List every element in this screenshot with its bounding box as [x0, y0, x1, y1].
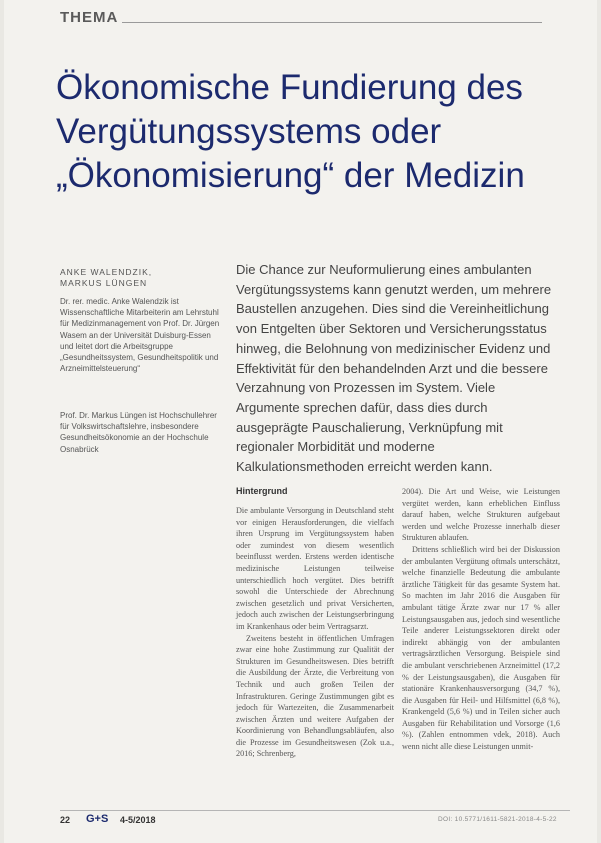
section-rule — [122, 22, 542, 23]
author-bio: Prof. Dr. Markus Lüngen ist Hochschullehrer für Volkswirtschaftslehre, insbesondere Gesundheitsökonomie an der Hochschule Osnabrück — [60, 411, 217, 454]
doi-label: DOI: 10.5771/1611-5821-2018-4-5-22 — [438, 816, 557, 823]
journal-logo: G+S — [86, 813, 109, 825]
body-paragraph: Die ambulante Versorgung in Deutschland steht vor einigen Herausforderungen, die vielfach ihren Ursprung im Vergütungssystem haben oder zumindest von diesem wesentlich beeinflusst werden. Erstens werden identische medizinische Leistungen teilweise unterschiedlich hoch vergütet. Dies betrifft sowohl die Unterschiede der Abrechnung zwischen gesetzlich und privat Versicherten, jedoch auch zwischen der Leistungserbringung im Krankenhaus oder beim Vertragsarzt. — [236, 506, 394, 631]
magazine-page — [4, 0, 597, 843]
body-column-left — [236, 505, 394, 760]
page-number: 22 — [60, 815, 71, 825]
article-title: Ökonomische Fundierung des Vergütungssystems oder „Ökonomisierung“ der Medizin — [56, 68, 525, 195]
section-tag: THEMA — [60, 9, 119, 26]
author-name: MARKUS LÜNGEN — [60, 278, 148, 288]
section-heading: Hintergrund — [236, 486, 288, 496]
issue-label: 4-5/2018 — [120, 815, 156, 825]
author-list — [60, 267, 220, 289]
body-column-right — [402, 486, 560, 753]
body-paragraph: Zweitens besteht in öffentlichen Umfragen zwar eine hohe Zustimmung zur Qualität der Strukturen im Gesundheitswesen. Dies betrifft die Ausbildung der Ärzte, die Verbreitung von Technik und auch großen Teilen der Infrastrukturen. Geringe Zustimmungen gibt es jedoch für Wartezeiten, die Zusammenarbeit zwischen Ärzten und weitere Aufgaben der Koordinierung von Behandlungsabläufen, also die Prozesse im Gesundheitswesen (Zok u.a., 2016; Schrenberg, — [236, 633, 394, 759]
author-bio: Dr. rer. medic. Anke Walendzik ist Wissenschaftliche Mitarbeiterin am Lehrstuhl für Medizinmanagement von Prof. Dr. Jürgen Wasem an der Universität Duisburg-Essen und leitet dort die Arbeitsgruppe „Gesundheitssystem, Gesundheitspolitik und Arzneimittelsteuerung“ — [60, 297, 220, 374]
article-lead: Die Chance zur Neuformulierung eines ambulanten Vergütungssystems kann genutzt werden, um mehrere Baustellen anzugehen. Dies sind die Vereinheitlichung von Entgelten über Sektoren und Versicherungsstatus hinweg, die Belohnung von medizinischer Evidenz und Effektivität für den behandelnden Arzt und die bessere Verzahnung von Prozessen im System. Viele Argumente sprechen dafür, dass dies durch ausgeprägte Pauschalierung, Verknüpfung mit regionaler Morbidität und moderne Kalkulationsmethoden erreicht werden kann. — [236, 262, 552, 475]
body-paragraph: Drittens schließlich wird bei der Diskussion der ambulanten Vergütung oftmals unterschätzt, welche finanzielle Bedeutung die ambulante ärztliche Tätigkeit für das gesamte System hat. So machten im Jahr 2016 die Ausgaben für ambulant tätige Ärzte zwar nur 17 % aller Leistungsausgaben aus, jedoch sind wesentliche Teile anderer Leistungssektoren direkt oder indirekt abhängig von der ambulanten vertragsärztlichen Versorgung. Beispiele sind die ambulant verschriebenen Arzneimittel (17,2 % der Leistungsausgaben), die Ausgaben für stationäre Krankenhausversorgung (34,7 %), die Ausgaben für Heil- und Hilfsmittel (6,8 %), Krankengeld (5,6 %) und in Teilen sicher auch Ausgaben für Rehabilitation und Vorsorge (1,6 %). (Zahlen entnommen vdek, 2018). Auch wenn nicht alle diese Leistungen unmit- — [402, 544, 560, 752]
footer-rule — [60, 810, 570, 811]
body-paragraph: 2004). Die Art und Weise, wie Leistungen vergütet werden, kann erheblichen Einfluss darauf haben, welche Strukturen aufgebaut werden und welche Prozesse innerhalb dieser Strukturen ablaufen. — [402, 487, 560, 543]
author-name: ANKE WALENDZIK, — [60, 267, 153, 277]
